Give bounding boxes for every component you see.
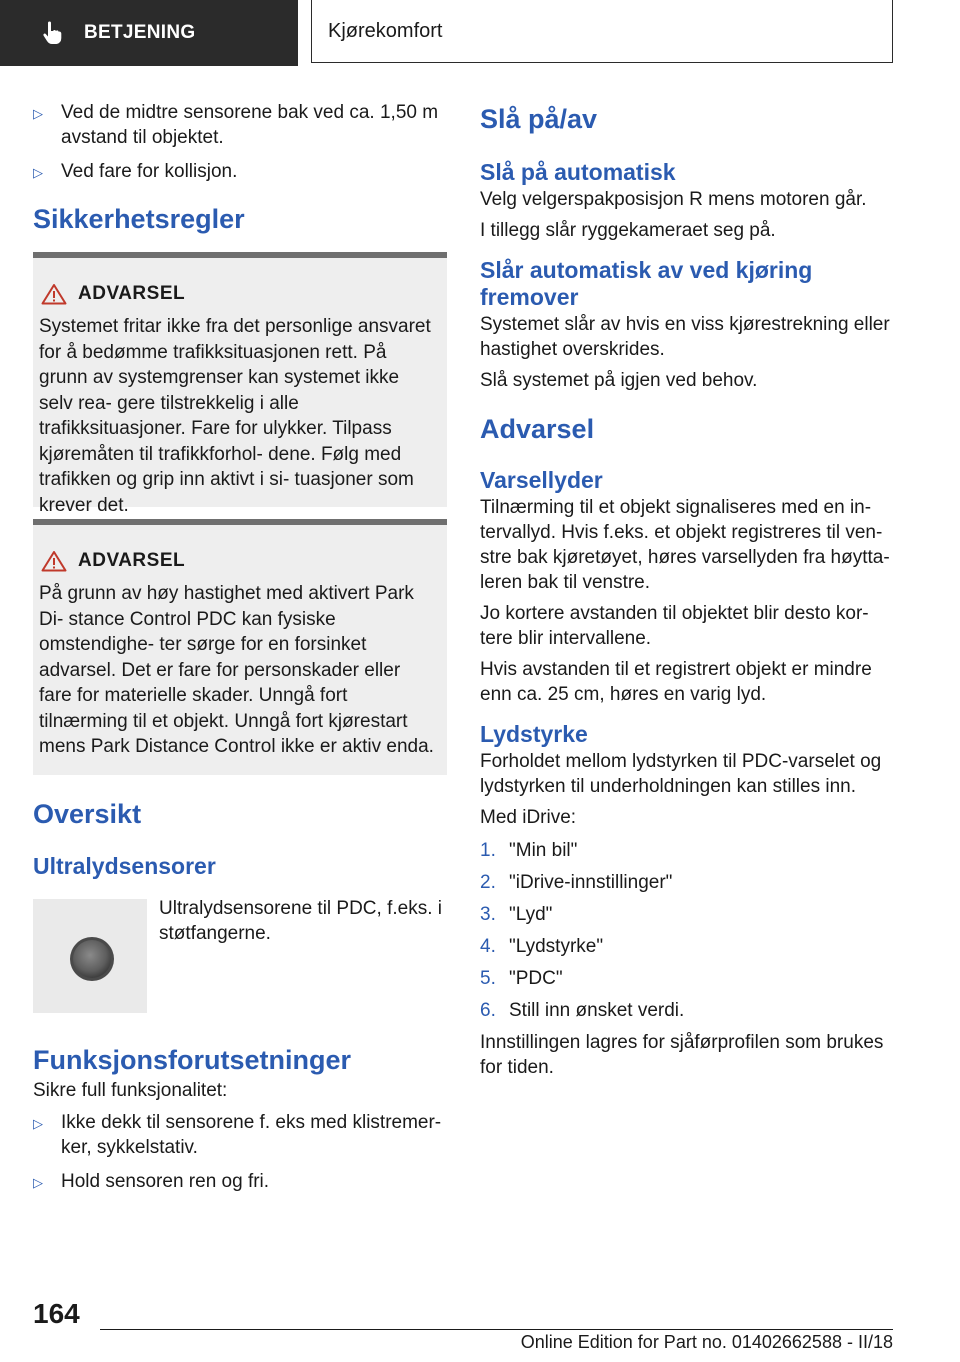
section-label: BETJENING xyxy=(84,22,196,43)
overview-heading: Oversikt xyxy=(33,799,142,829)
list-item xyxy=(33,100,447,150)
left-column xyxy=(33,100,447,235)
volume-subheading: Lydstyrke xyxy=(480,721,588,747)
step-item xyxy=(480,934,892,959)
hand-pointer-icon xyxy=(40,20,66,46)
sounds-p3: Hvis avstanden til et registrert objekt er mindre enn ca. 25 cm, høres en varig lyd. xyxy=(480,659,872,705)
edition-text: Online Edition for Part no. 01402662588 - II/18 xyxy=(520,1332,893,1352)
list-item xyxy=(33,1169,447,1195)
page-number: 164 xyxy=(33,1298,80,1329)
step-item xyxy=(480,902,892,927)
step-text: "Lyd" xyxy=(509,904,553,925)
bullet-text: Ved de midtre sensorene bak ved ca. 1,50 m avstand til objektet. xyxy=(61,102,439,148)
step-number: 4. xyxy=(480,936,496,957)
warning-box xyxy=(33,519,447,775)
auto-on-subheading: Slå på automatisk xyxy=(480,159,676,185)
volume-p1: Forholdet mellom lydstyrken til PDC-varselet og lydstyrken til underholdningen kan stilles inn. xyxy=(480,751,882,797)
list-item xyxy=(33,159,447,185)
requirements-section xyxy=(33,1044,447,1204)
sensor-image xyxy=(33,899,147,1013)
step-number: 3. xyxy=(480,904,496,925)
step-number: 1. xyxy=(480,840,496,861)
warning-triangle-icon xyxy=(41,550,67,572)
safety-heading: Sikkerhetsregler xyxy=(33,204,245,234)
chapter-title: Kjørekomfort xyxy=(328,19,443,42)
page-header xyxy=(0,0,960,66)
step-text: "iDrive-innstillinger" xyxy=(509,872,673,893)
warning-text: Systemet fritar ikke fra det personlige ansvaret for å bedømme trafikksituasjonen rett. På grunn av systemgrenser kan systemet ikke selv rea- gere tilstrekkelig i alle trafikksituasjoner. Fare for ulykker. Tilpass kjøremåten til trafikkforhol- dene. Følg med trafikken og grip inn aktivt i si- tuasjoner som krever det. xyxy=(39,316,431,516)
triangle-bullet-icon: ▷ xyxy=(33,165,43,180)
bullet-text: Ved fare for kollisjon. xyxy=(61,161,238,182)
triangle-bullet-icon: ▷ xyxy=(33,1116,43,1131)
ultrasonic-sensor-icon xyxy=(33,899,147,1013)
auto-off-subheading: Slår automatisk av ved kjøring fremover xyxy=(480,257,813,310)
list-item xyxy=(33,1110,447,1160)
warning-text: På grunn av høy hastighet med aktivert Park Di- stance Control PDC kan fysiske omstendighe- ter sørge for en forsinket advarsel. Det er fare for personskader eller fare for materielle skader. Unngå fort tilnærming til et objekt. Unngå fort kjørestart mens Park Distance Control ikke er aktiv enda. xyxy=(39,583,434,757)
volume-p2: Med iDrive: xyxy=(480,807,577,828)
step-item xyxy=(480,998,892,1023)
step-number: 6. xyxy=(480,1000,496,1021)
sensors-subheading: Ultralydsensorer xyxy=(33,853,216,879)
auto-on-p1: Velg velgerspakposisjon R mens motoren går. xyxy=(480,189,867,210)
step-item xyxy=(480,966,892,991)
section-tab xyxy=(0,0,298,66)
step-text: "Min bil" xyxy=(509,840,578,861)
triangle-bullet-icon: ▷ xyxy=(33,1175,43,1190)
onoff-heading: Slå på/av xyxy=(480,104,598,134)
requirements-intro: Sikre full funksjonalitet: xyxy=(33,1080,228,1101)
step-text: Still inn ønsket verdi. xyxy=(509,1000,685,1021)
triangle-bullet-icon: ▷ xyxy=(33,106,43,121)
chapter-tab xyxy=(311,0,893,63)
step-text: "Lydstyrke" xyxy=(509,936,604,957)
sounds-subheading: Varsellyder xyxy=(480,467,603,493)
step-number: 5. xyxy=(480,968,496,989)
step-text: "PDC" xyxy=(509,968,563,989)
right-column xyxy=(480,103,892,1080)
warning-triangle-icon xyxy=(41,283,67,305)
sensors-text: Ultralydsensorene til PDC, f.eks. i støtfangerne. xyxy=(159,898,442,944)
warning-heading: Advarsel xyxy=(480,414,595,444)
footer-divider xyxy=(100,1329,893,1330)
auto-off-p2: Slå systemet på igjen ved behov. xyxy=(480,370,758,391)
warning-label: ADVARSEL xyxy=(78,550,186,571)
sounds-p1: Tilnærming til et objekt signaliseres med en in- tervallyd. Hvis f.eks. et objekt registreres til ven- stre bak kjøretøyet, høres varsellyden fra høytta- leren bak til venstre. xyxy=(480,497,890,593)
auto-off-p1: Systemet slår av hvis en viss kjørestrekning eller hastighet overskrides. xyxy=(480,314,890,360)
step-number: 2. xyxy=(480,872,496,893)
step-item xyxy=(480,838,892,863)
warning-label: ADVARSEL xyxy=(78,283,186,304)
warning-box xyxy=(33,252,447,516)
bullet-text: Ikke dekk til sensorene f. eks med klistremer- ker, sykkelstativ. xyxy=(61,1112,442,1158)
overview-section xyxy=(33,798,447,880)
requirements-heading: Funksjonsforutsetninger xyxy=(33,1045,352,1075)
closing-text: Innstillingen lagres for sjåførprofilen som brukes for tiden. xyxy=(480,1032,884,1078)
bullet-text: Hold sensoren ren og fri. xyxy=(61,1171,270,1192)
sounds-p2: Jo kortere avstanden til objektet blir desto kor- tere blir intervallene. xyxy=(480,603,869,649)
step-item xyxy=(480,870,892,895)
auto-on-p2: I tillegg slår ryggekameraet seg på. xyxy=(480,220,776,241)
